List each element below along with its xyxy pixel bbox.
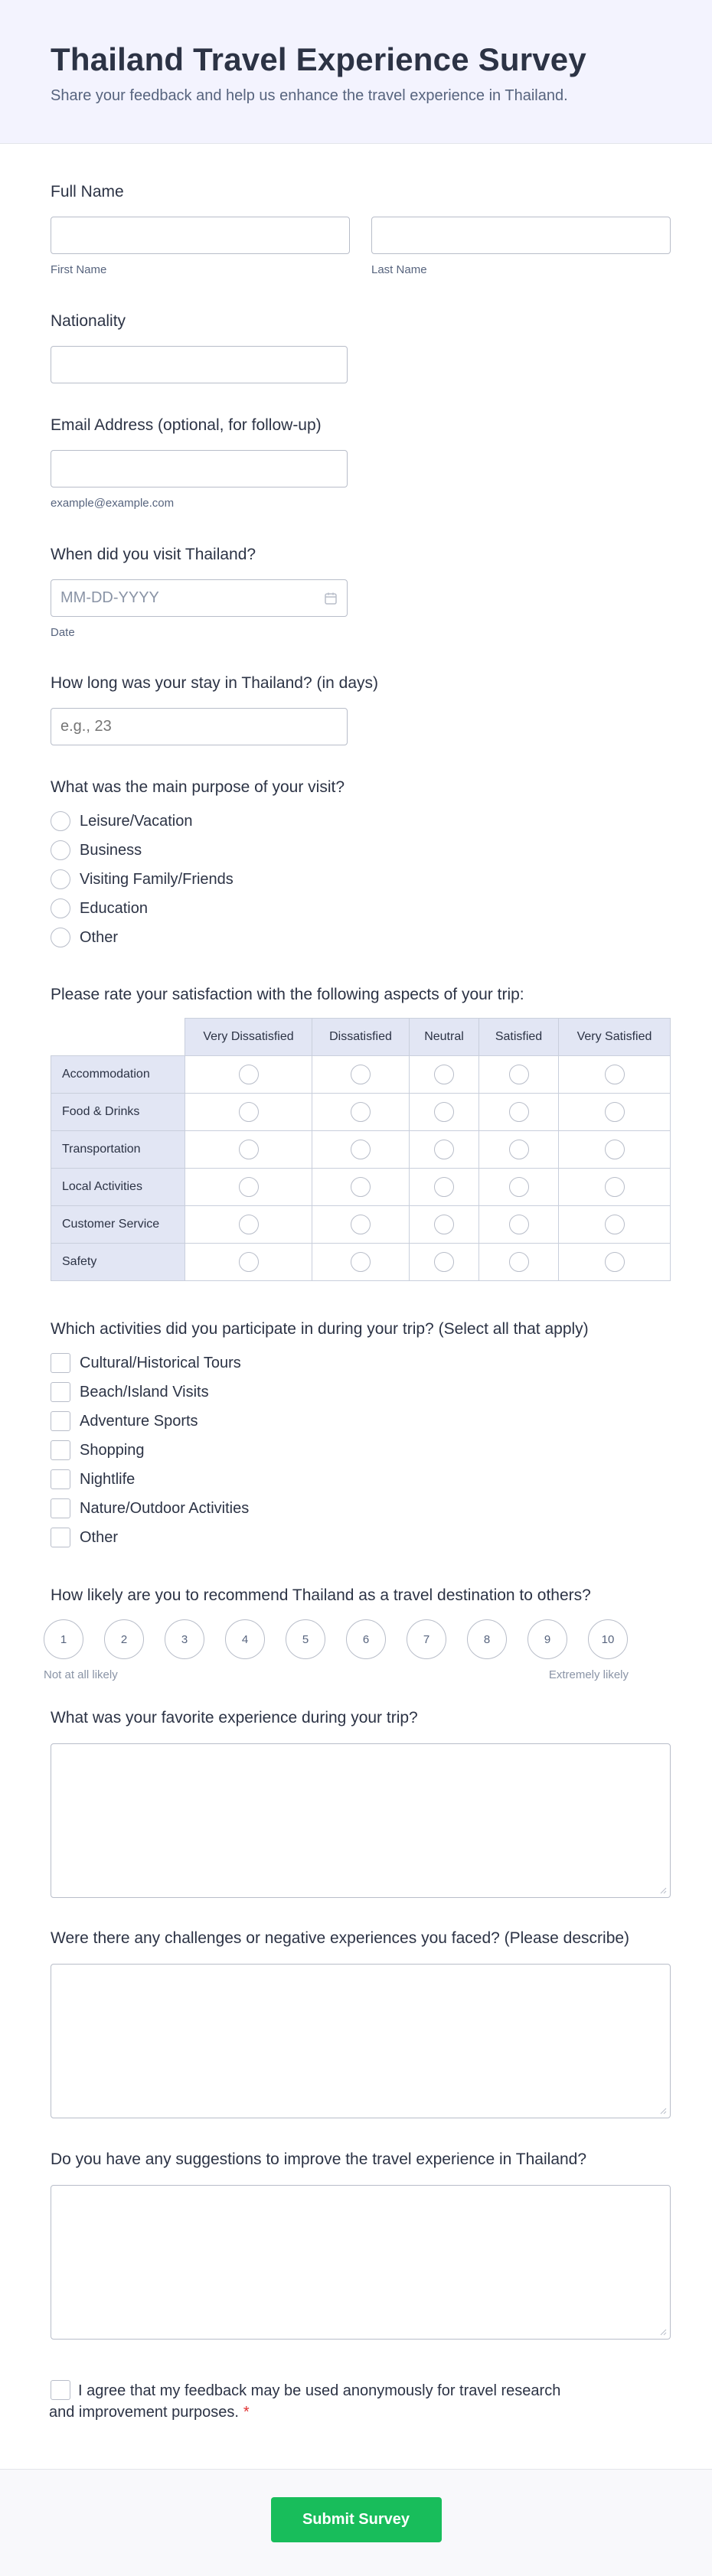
- nationality-input[interactable]: [51, 346, 348, 383]
- stay-length-label: How long was your stay in Thailand? (in days): [51, 674, 378, 692]
- option-label: Cultural/Historical Tours: [80, 1354, 241, 1371]
- first-name-input[interactable]: [51, 217, 350, 254]
- visit-date-placeholder: MM-DD-YYYY: [60, 589, 159, 606]
- visit-date-sublabel: Date: [51, 626, 75, 639]
- matrix-column-header: Very Satisfied: [559, 1019, 671, 1056]
- matrix-radio[interactable]: [605, 1177, 625, 1197]
- activity-option[interactable]: [51, 1407, 674, 1436]
- activities-options: [51, 1348, 674, 1552]
- last-name-sublabel: Last Name: [371, 263, 427, 276]
- stay-length-section: [51, 673, 674, 745]
- full-name-section: [51, 182, 674, 276]
- matrix-column-header: Satisfied: [479, 1019, 559, 1056]
- option-label: Visiting Family/Friends: [80, 870, 234, 888]
- matrix-radio[interactable]: [605, 1215, 625, 1234]
- checkbox[interactable]: [51, 1411, 70, 1431]
- activity-option[interactable]: [51, 1523, 674, 1552]
- matrix-radio[interactable]: [351, 1065, 371, 1084]
- challenges-label: Were there any challenges or negative experiences you faced? (Please describe): [51, 1929, 630, 1947]
- matrix-radio[interactable]: [509, 1102, 529, 1122]
- favorite-label: What was your favorite experience during your trip?: [51, 1709, 418, 1727]
- matrix-radio[interactable]: [434, 1065, 454, 1084]
- scale-labels: [44, 1668, 629, 1681]
- matrix-radio[interactable]: [351, 1215, 371, 1234]
- matrix-radio[interactable]: [509, 1177, 529, 1197]
- matrix-radio[interactable]: [239, 1102, 259, 1122]
- nationality-label: Nationality: [51, 312, 126, 330]
- matrix-radio[interactable]: [605, 1140, 625, 1159]
- scale-option[interactable]: 5: [286, 1619, 325, 1659]
- satisfaction-label: Please rate your satisfaction with the following aspects of your trip:: [51, 986, 524, 1003]
- radio-button[interactable]: [51, 869, 70, 889]
- option-label: Nature/Outdoor Activities: [80, 1499, 250, 1517]
- matrix-radio[interactable]: [605, 1102, 625, 1122]
- resize-handle-icon[interactable]: [659, 2328, 667, 2336]
- scale-option[interactable]: 1: [44, 1619, 83, 1659]
- purpose-option[interactable]: [51, 894, 674, 923]
- submit-button[interactable]: Submit Survey: [271, 2497, 442, 2542]
- page-title: Thailand Travel Experience Survey: [51, 41, 586, 77]
- recommend-section: [44, 1586, 674, 1681]
- activity-option[interactable]: [51, 1378, 674, 1407]
- matrix-row-label: Food & Drinks: [51, 1094, 185, 1131]
- email-input[interactable]: [51, 450, 348, 487]
- matrix-row-label: Customer Service: [51, 1206, 185, 1244]
- matrix-row-label: Accommodation: [51, 1056, 185, 1094]
- purpose-options: [51, 807, 674, 952]
- scale-option[interactable]: 2: [104, 1619, 144, 1659]
- matrix-radio[interactable]: [239, 1177, 259, 1197]
- purpose-section: [51, 778, 674, 952]
- activity-option[interactable]: [51, 1348, 674, 1378]
- matrix-radio[interactable]: [509, 1215, 529, 1234]
- matrix-radio[interactable]: [434, 1177, 454, 1197]
- option-label: Shopping: [80, 1441, 145, 1459]
- matrix-row: [51, 1244, 671, 1281]
- matrix-radio[interactable]: [239, 1140, 259, 1159]
- recommend-scale: [44, 1619, 674, 1659]
- form-header: [0, 0, 712, 144]
- matrix-radio[interactable]: [509, 1140, 529, 1159]
- activity-option[interactable]: [51, 1436, 674, 1465]
- option-label: Beach/Island Visits: [80, 1383, 209, 1400]
- suggestions-label: Do you have any suggestions to improve the travel experience in Thailand?: [51, 2150, 587, 2168]
- matrix-row-label: Local Activities: [51, 1169, 185, 1206]
- matrix-radio[interactable]: [239, 1252, 259, 1272]
- matrix-column-header: Neutral: [410, 1019, 479, 1056]
- checkbox[interactable]: [51, 1382, 70, 1402]
- matrix-radio[interactable]: [509, 1252, 529, 1272]
- email-sublabel: example@example.com: [51, 497, 175, 510]
- resize-handle-icon[interactable]: [659, 1886, 667, 1894]
- option-label: Leisure/Vacation: [80, 812, 193, 830]
- favorite-section: [51, 1708, 674, 1898]
- email-label: Email Address (optional, for follow-up): [51, 416, 322, 434]
- matrix-row: [51, 1206, 671, 1244]
- scale-option[interactable]: 3: [165, 1619, 204, 1659]
- visit-date-label: When did you visit Thailand?: [51, 546, 256, 563]
- scale-option[interactable]: 7: [407, 1619, 446, 1659]
- matrix-row: [51, 1131, 671, 1169]
- option-label: Other: [80, 928, 119, 946]
- scale-high-label: Extremely likely: [548, 1668, 629, 1681]
- option-label: Nightlife: [80, 1470, 136, 1488]
- activities-label: Which activities did you participate in during your trip? (Select all that apply): [51, 1320, 589, 1338]
- matrix-radio[interactable]: [434, 1140, 454, 1159]
- first-name-sublabel: First Name: [51, 263, 107, 276]
- purpose-label: What was the main purpose of your visit?: [51, 778, 345, 796]
- matrix-radio[interactable]: [351, 1140, 371, 1159]
- matrix-corner: [51, 1019, 185, 1056]
- matrix-radio[interactable]: [239, 1215, 259, 1234]
- matrix-radio[interactable]: [239, 1065, 259, 1084]
- matrix-radio[interactable]: [434, 1102, 454, 1122]
- visit-date-section: [51, 545, 674, 639]
- scale-option[interactable]: 6: [346, 1619, 386, 1659]
- matrix-row: [51, 1169, 671, 1206]
- stay-length-input[interactable]: [51, 708, 348, 745]
- email-section: [51, 416, 674, 510]
- matrix-radio[interactable]: [351, 1102, 371, 1122]
- option-label: Education: [80, 899, 148, 917]
- checkbox[interactable]: [51, 1440, 70, 1460]
- favorite-textarea[interactable]: [51, 1743, 671, 1898]
- consent-line-1: I agree that my feedback may be used anonymously for travel research: [78, 2382, 561, 2399]
- activities-section: [51, 1319, 674, 1552]
- option-label: Other: [80, 1528, 119, 1546]
- consent-line-2: and improvement purposes.: [49, 2404, 239, 2421]
- form-footer: [0, 2469, 712, 2576]
- challenges-section: [51, 1929, 674, 2118]
- last-name-input[interactable]: [371, 217, 671, 254]
- purpose-option[interactable]: [51, 865, 674, 894]
- checkbox[interactable]: [51, 1469, 70, 1489]
- activity-option[interactable]: [51, 1465, 674, 1494]
- matrix-row: [51, 1094, 671, 1131]
- option-label: Business: [80, 841, 142, 859]
- matrix-row-label: Safety: [51, 1244, 185, 1281]
- suggestions-textarea[interactable]: [51, 2185, 671, 2340]
- nationality-section: [51, 311, 674, 383]
- visit-date-input[interactable]: [51, 579, 348, 617]
- matrix-radio[interactable]: [351, 1252, 371, 1272]
- suggestions-section: [51, 2150, 674, 2340]
- required-mark: *: [243, 2404, 250, 2421]
- page-subtitle: Share your feedback and help us enhance the travel experience in Thailand.: [51, 87, 568, 104]
- satisfaction-matrix: [51, 1018, 671, 1281]
- option-label: Adventure Sports: [80, 1412, 198, 1430]
- matrix-column-header: Very Dissatisfied: [185, 1019, 312, 1056]
- radio-button[interactable]: [51, 928, 70, 947]
- purpose-option[interactable]: [51, 807, 674, 836]
- scale-option[interactable]: 4: [225, 1619, 265, 1659]
- recommend-label: How likely are you to recommend Thailand as a travel destination to others?: [51, 1586, 591, 1604]
- matrix-column-header: Dissatisfied: [312, 1019, 410, 1056]
- purpose-option[interactable]: [51, 923, 674, 952]
- resize-handle-icon[interactable]: [659, 2107, 667, 2115]
- purpose-option[interactable]: [51, 836, 674, 865]
- calendar-icon[interactable]: [324, 592, 338, 605]
- scale-option[interactable]: 10: [588, 1619, 628, 1659]
- scale-option[interactable]: 8: [467, 1619, 507, 1659]
- matrix-radio[interactable]: [434, 1215, 454, 1234]
- consent-text: [49, 2380, 560, 2423]
- scale-option[interactable]: 9: [527, 1619, 567, 1659]
- matrix-radio[interactable]: [434, 1252, 454, 1272]
- matrix-radio[interactable]: [509, 1065, 529, 1084]
- checkbox[interactable]: [51, 1528, 70, 1547]
- radio-button[interactable]: [51, 840, 70, 860]
- full-name-label: Full Name: [51, 183, 124, 201]
- challenges-textarea[interactable]: [51, 1964, 671, 2118]
- matrix-row-label: Transportation: [51, 1131, 185, 1169]
- checkbox[interactable]: [51, 1353, 70, 1373]
- matrix-radio[interactable]: [351, 1177, 371, 1197]
- matrix-radio[interactable]: [605, 1252, 625, 1272]
- activity-option[interactable]: [51, 1494, 674, 1523]
- radio-button[interactable]: [51, 811, 70, 831]
- satisfaction-section: [51, 985, 674, 1281]
- matrix-row: [51, 1056, 671, 1094]
- scale-low-label: Not at all likely: [44, 1668, 118, 1681]
- consent-section: [51, 2380, 674, 2423]
- matrix-radio[interactable]: [605, 1065, 625, 1084]
- checkbox[interactable]: [51, 1498, 70, 1518]
- radio-button[interactable]: [51, 898, 70, 918]
